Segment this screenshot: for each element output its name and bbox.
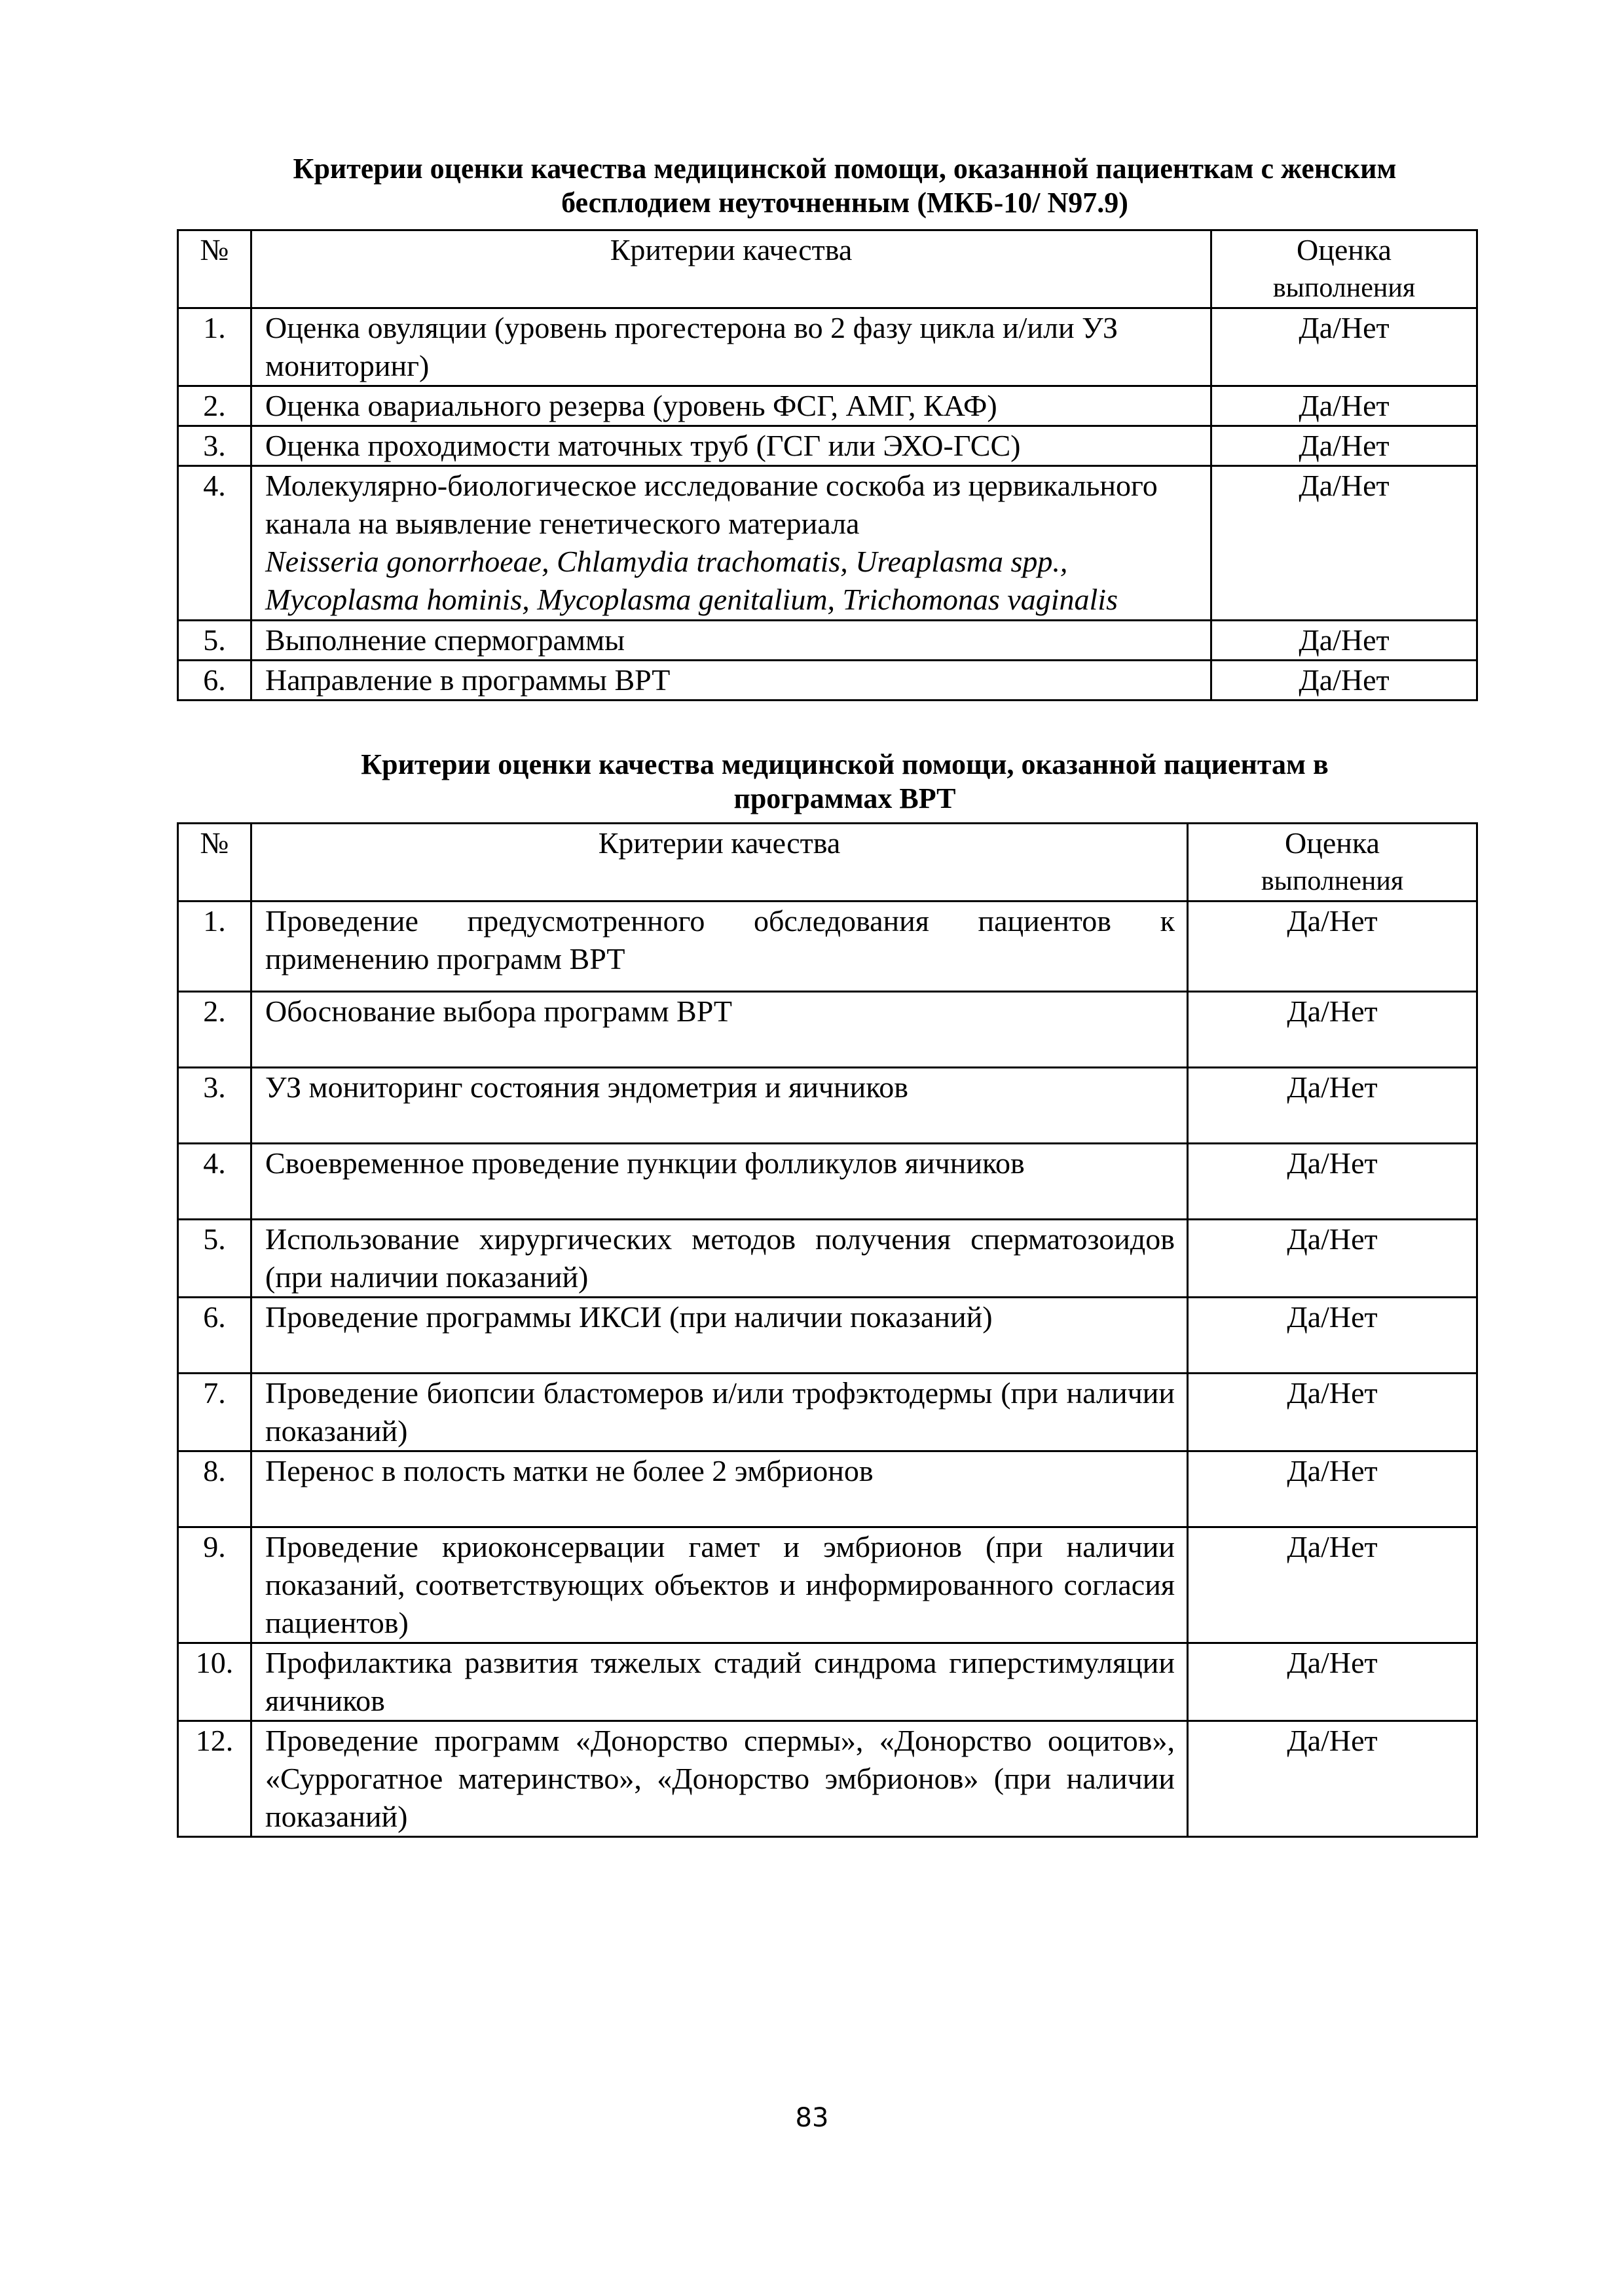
row-result: Да/Нет: [1188, 1374, 1477, 1451]
row-criteria: Проведение биопсии бластомеров и/или трофэктодермы (при наличии показаний): [251, 1374, 1188, 1451]
header-criteria: Критерии качества: [251, 230, 1211, 308]
row-result: Да/Нет: [1188, 1298, 1477, 1374]
row-criteria-italic-1: Neisseria gonorrhoeae, Chlamydia trachomatis, Ureaplasma spp.,: [265, 545, 1068, 578]
header-assessment: [1211, 230, 1477, 308]
table-row: [178, 1298, 1477, 1374]
row-num: 6.: [178, 661, 251, 701]
table-row: [178, 426, 1477, 466]
row-criteria: Обоснование выбора программ ВРТ: [251, 992, 1188, 1068]
table1-header-row: [178, 230, 1477, 308]
table-row: [178, 1451, 1477, 1527]
table1-title-line2: бесплодием неуточненным (МКБ-10/ N97.9): [561, 187, 1128, 219]
page-number: 83: [795, 2103, 829, 2133]
table-row: [178, 1527, 1477, 1643]
row-num: 10.: [178, 1643, 251, 1721]
row-criteria: Оценка проходимости маточных труб (ГСГ или ЭХО-ГСС): [251, 426, 1211, 466]
row-criteria: Своевременное проведение пункции фолликулов яичников: [251, 1144, 1188, 1220]
row-num: 3.: [178, 1068, 251, 1144]
row-result: Да/Нет: [1188, 1721, 1477, 1837]
table2-title-line1: Критерии оценки качества медицинской помощи, оказанной пациентам в: [361, 748, 1329, 780]
row-criteria: Проведение предусмотренного обследования пациентов к применению программ ВРТ: [251, 902, 1188, 992]
row-num: 7.: [178, 1374, 251, 1451]
table2-header-row: [178, 824, 1477, 902]
row-criteria: Выполнение спермограммы: [251, 621, 1211, 661]
row-criteria-italic-2: Mycoplasma hominis, Mycoplasma genitalium, Trichomonas vaginalis: [265, 583, 1118, 616]
table-row: [178, 1068, 1477, 1144]
row-result: Да/Нет: [1211, 426, 1477, 466]
row-result: Да/Нет: [1188, 1643, 1477, 1721]
table-row: [178, 992, 1477, 1068]
row-num: 6.: [178, 1298, 251, 1374]
table1-title-line1: Критерии оценки качества медицинской помощи, оказанной пациенткам с женским: [293, 153, 1397, 185]
row-num: 2.: [178, 386, 251, 426]
table2-title: [131, 748, 1559, 816]
header-num: №: [178, 230, 251, 308]
table2-title-line2: программах ВРТ: [733, 782, 956, 814]
table-row: [178, 1374, 1477, 1451]
row-result: Да/Нет: [1188, 902, 1477, 992]
row-result: Да/Нет: [1188, 1144, 1477, 1220]
row-num: 4.: [178, 466, 251, 621]
row-num: 5.: [178, 1220, 251, 1298]
table-row: [178, 308, 1477, 386]
table-row: [178, 1721, 1477, 1837]
row-num: 1.: [178, 902, 251, 992]
row-num: 2.: [178, 992, 251, 1068]
row-num: 4.: [178, 1144, 251, 1220]
row-result: Да/Нет: [1211, 308, 1477, 386]
row-result: Да/Нет: [1188, 1220, 1477, 1298]
table-row: [178, 466, 1477, 621]
table-row: [178, 1220, 1477, 1298]
table-row: [178, 661, 1477, 701]
row-num: 5.: [178, 621, 251, 661]
table-row: [178, 902, 1477, 992]
row-num: 12.: [178, 1721, 251, 1837]
row-num: 1.: [178, 308, 251, 386]
row-num: 3.: [178, 426, 251, 466]
row-result: Да/Нет: [1211, 466, 1477, 621]
row-result: Да/Нет: [1211, 386, 1477, 426]
header-num: №: [178, 824, 251, 902]
header-assessment-line2: выполнения: [1272, 273, 1416, 303]
row-num: 8.: [178, 1451, 251, 1527]
table-row: [178, 1144, 1477, 1220]
row-criteria: Оценка овариального резерва (уровень ФСГ, АМГ, КАФ): [251, 386, 1211, 426]
header-assessment-line2: выполнения: [1261, 866, 1404, 896]
row-criteria: Использование хирургических методов получения сперматозоидов (при наличии показаний): [251, 1220, 1188, 1298]
row-criteria: [251, 466, 1211, 621]
row-criteria: Проведение программ «Донорство спермы», «Донорство ооцитов», «Суррогатное материнство», «Донорство эмбрионов» (при наличии показаний): [251, 1721, 1188, 1837]
table1-title: [131, 152, 1559, 220]
table2: [177, 822, 1478, 1838]
row-result: Да/Нет: [1188, 1527, 1477, 1643]
header-assessment-line1: Оценка: [1285, 826, 1380, 860]
table-row: [178, 621, 1477, 661]
row-result: Да/Нет: [1211, 621, 1477, 661]
row-num: 9.: [178, 1527, 251, 1643]
row-criteria: Направление в программы ВРТ: [251, 661, 1211, 701]
row-result: Да/Нет: [1188, 1068, 1477, 1144]
row-result: Да/Нет: [1211, 661, 1477, 701]
row-criteria: УЗ мониторинг состояния эндометрия и яичников: [251, 1068, 1188, 1144]
table1: [177, 229, 1478, 701]
row-criteria: Проведение программы ИКСИ (при наличии показаний): [251, 1298, 1188, 1374]
row-criteria: Перенос в полость матки не более 2 эмбрионов: [251, 1451, 1188, 1527]
row-result: Да/Нет: [1188, 992, 1477, 1068]
header-assessment: [1188, 824, 1477, 902]
header-criteria: Критерии качества: [251, 824, 1188, 902]
header-assessment-line1: Оценка: [1297, 233, 1392, 266]
row-criteria: Проведение криоконсервации гамет и эмбрионов (при наличии показаний, соответствующих объектов и информированного согласия пациентов): [251, 1527, 1188, 1643]
row-criteria: Профилактика развития тяжелых стадий синдрома гиперстимуляции яичников: [251, 1643, 1188, 1721]
table-row: [178, 1643, 1477, 1721]
row-criteria-text: Молекулярно-биологическое исследование соскоба из цервикального канала на выявление генетического материала: [265, 469, 1158, 540]
table-row: [178, 386, 1477, 426]
row-result: Да/Нет: [1188, 1451, 1477, 1527]
row-criteria: Оценка овуляции (уровень прогестерона во 2 фазу цикла и/или УЗ мониторинг): [251, 308, 1211, 386]
